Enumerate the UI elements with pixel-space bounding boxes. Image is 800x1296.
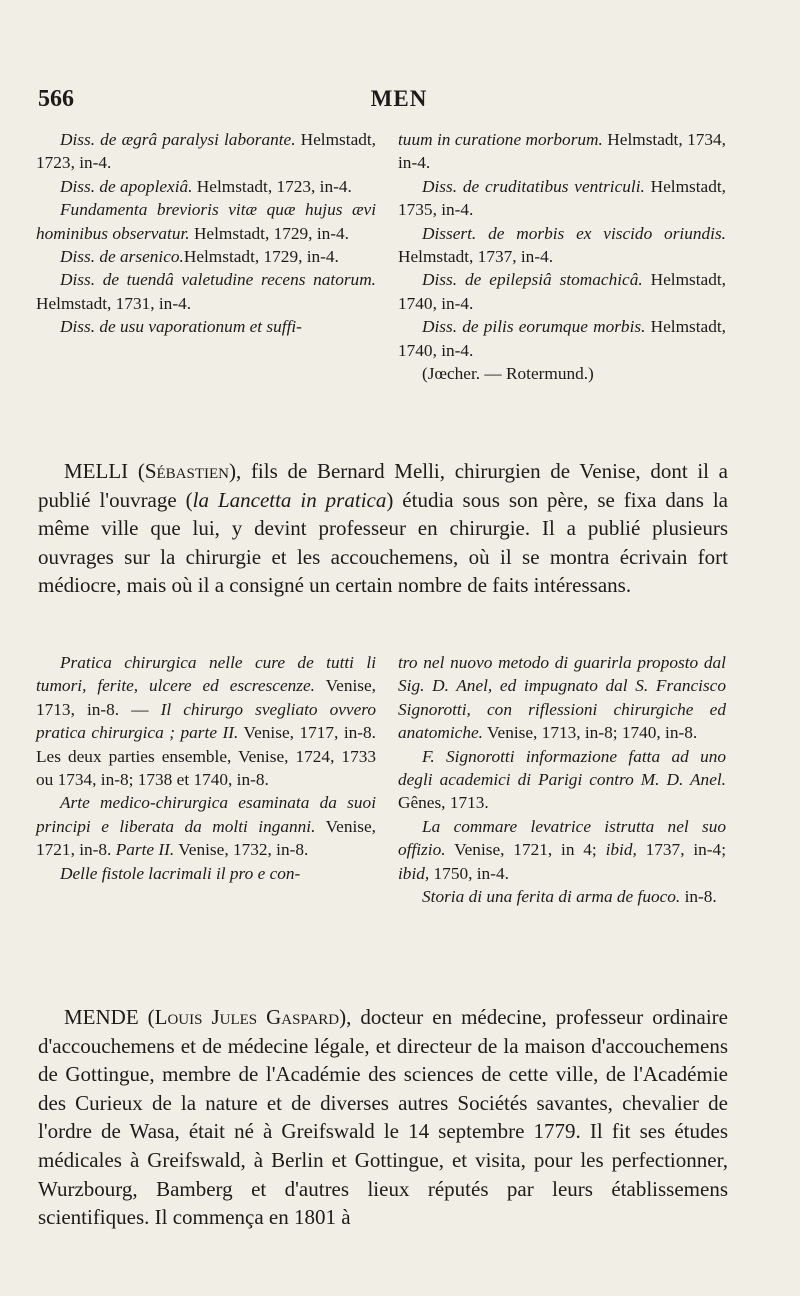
source-citation: (Jœcher. — Rotermund.) [422, 364, 594, 384]
biography-mende: MENDE (Louis Jules Gaspard), docteur en médecine, professeur ordinaire d'accouchemens et de médecine légale, et directeur de la maison d'accouchemens de Gottingue, membre de l'Académie des sciences de cette ville, de l'Académie des Curieux de la nature et de diverses autres Sociétés savantes, chevalier de l'ordre de Wasa, était né à Greifswald le 14 septembre 1779. Il fit ses études médicales à Greifswald, à Berlin et Gottingue, et visita, pour les perfectionner, Wurzbourg, Bamberg et d'autres lieux réputés par leurs établissemens scientifiques. Il commença en 1801 à [38, 1005, 729, 1230]
running-head: MEN [370, 86, 428, 111]
bib-entry: Diss. de tuendâ valetudine recens natorum. Helmstadt, 1731, in-4. [36, 270, 376, 313]
bib-entry: Fundamenta brevioris vitæ quæ hujus ævi hominibus observatur. Helmstadt, 1729, in-4. [36, 200, 376, 243]
bib-entry: tuum in curatione morborum. Helmstadt, 1734, in-4. [398, 130, 726, 173]
bib-entry: Arte medico-chirurgica esaminata da suoi principi e liberata da molti inganni. Venise, 1721, in-8. Parte II. Venise, 1732, in-8. [36, 793, 376, 860]
bib-entry: Diss. de cruditatibus ventriculi. Helmstadt, 1735, in-4. [398, 176, 726, 220]
bib-entry: F. Signorotti informazione fatta ad uno degli academici di Parigi contro M. D. Anel. Gênes, 1713. [398, 746, 726, 813]
bib-entry: Diss. de pilis eorumque morbis. Helmstadt, 1740, in-4. [398, 317, 726, 360]
entry-name: MENDE [64, 1005, 139, 1029]
bib-entry: Diss. de arsenico.Helmstadt, 1729, in-4. [60, 247, 339, 267]
bib-entry: Diss. de ægrâ paralysi laborante. Helmstadt, 1723, in-4. [36, 130, 376, 173]
bib-entry: Pratica chirurgica nelle cure de tutti li tumori, ferite, ulcere ed escrescenze. Venise, 1713, in-8. — Il chirurgo svegliato ovvero pratica chirurgica ; parte II. Venise, 1717, in-8. Les deux parties ensemble, Venise, 1724, 1733 ou 1734, in-8; 1738 et 1740, in-8. [36, 653, 376, 790]
bib-entry: La commare levatrice istrutta nel suo offizio. Venise, 1721, in 4; ibid, 1737, in-4; ibid, 1750, in-4. [398, 816, 726, 883]
mid-right-column [398, 651, 726, 908]
entry-given-name: (Louis Jules Gaspard), [147, 1005, 352, 1029]
bib-entry: Storia di una ferita di arma de fuoco. in-8. [422, 887, 717, 907]
mid-left-column [36, 651, 376, 885]
entry-given-name: (Sébastien), [137, 459, 242, 483]
biography-melli: MELLI (Sébastien), fils de Bernard Melli, chirurgien de Venise, dont il a publié l'ouvrage (la Lancetta in pratica) étudia sous son père, se fixa dans la même ville que lui, y devint professeur en chirurgie. Il a publié plusieurs ouvrages sur la chirurgie et les accouchemens, où il se montra écrivain fort médiocre, mais où il a consigné un certain nombre de faits intéressans. [38, 459, 728, 598]
bib-entry: Diss. de epilepsiâ stomachicâ. Helmstadt, 1740, in-4. [398, 270, 726, 313]
bib-entry: Diss. de apoplexiâ. Helmstadt, 1723, in-4. [60, 176, 352, 196]
bib-entry: Delle fistole lacrimali il pro e con- [60, 863, 301, 883]
bib-entry: Dissert. de morbis ex viscido oriundis. Helmstadt, 1737, in-4. [398, 223, 726, 267]
bib-entry: Diss. de usu vaporationum et suffi- [60, 317, 302, 337]
top-left-column [36, 128, 376, 339]
top-right-column [398, 128, 726, 385]
entry-name: MELLI [64, 459, 129, 483]
bib-entry: tro nel nuovo metodo di guarirla proposto dal Sig. D. Anel, ed impugnato dal S. Francisco Signorotti, con riflessioni chirurgiche ed anatomiche. Venise, 1713, in-8; 1740, in-8. [398, 653, 726, 743]
page-header [38, 86, 760, 126]
page-number: 566 [38, 86, 74, 112]
